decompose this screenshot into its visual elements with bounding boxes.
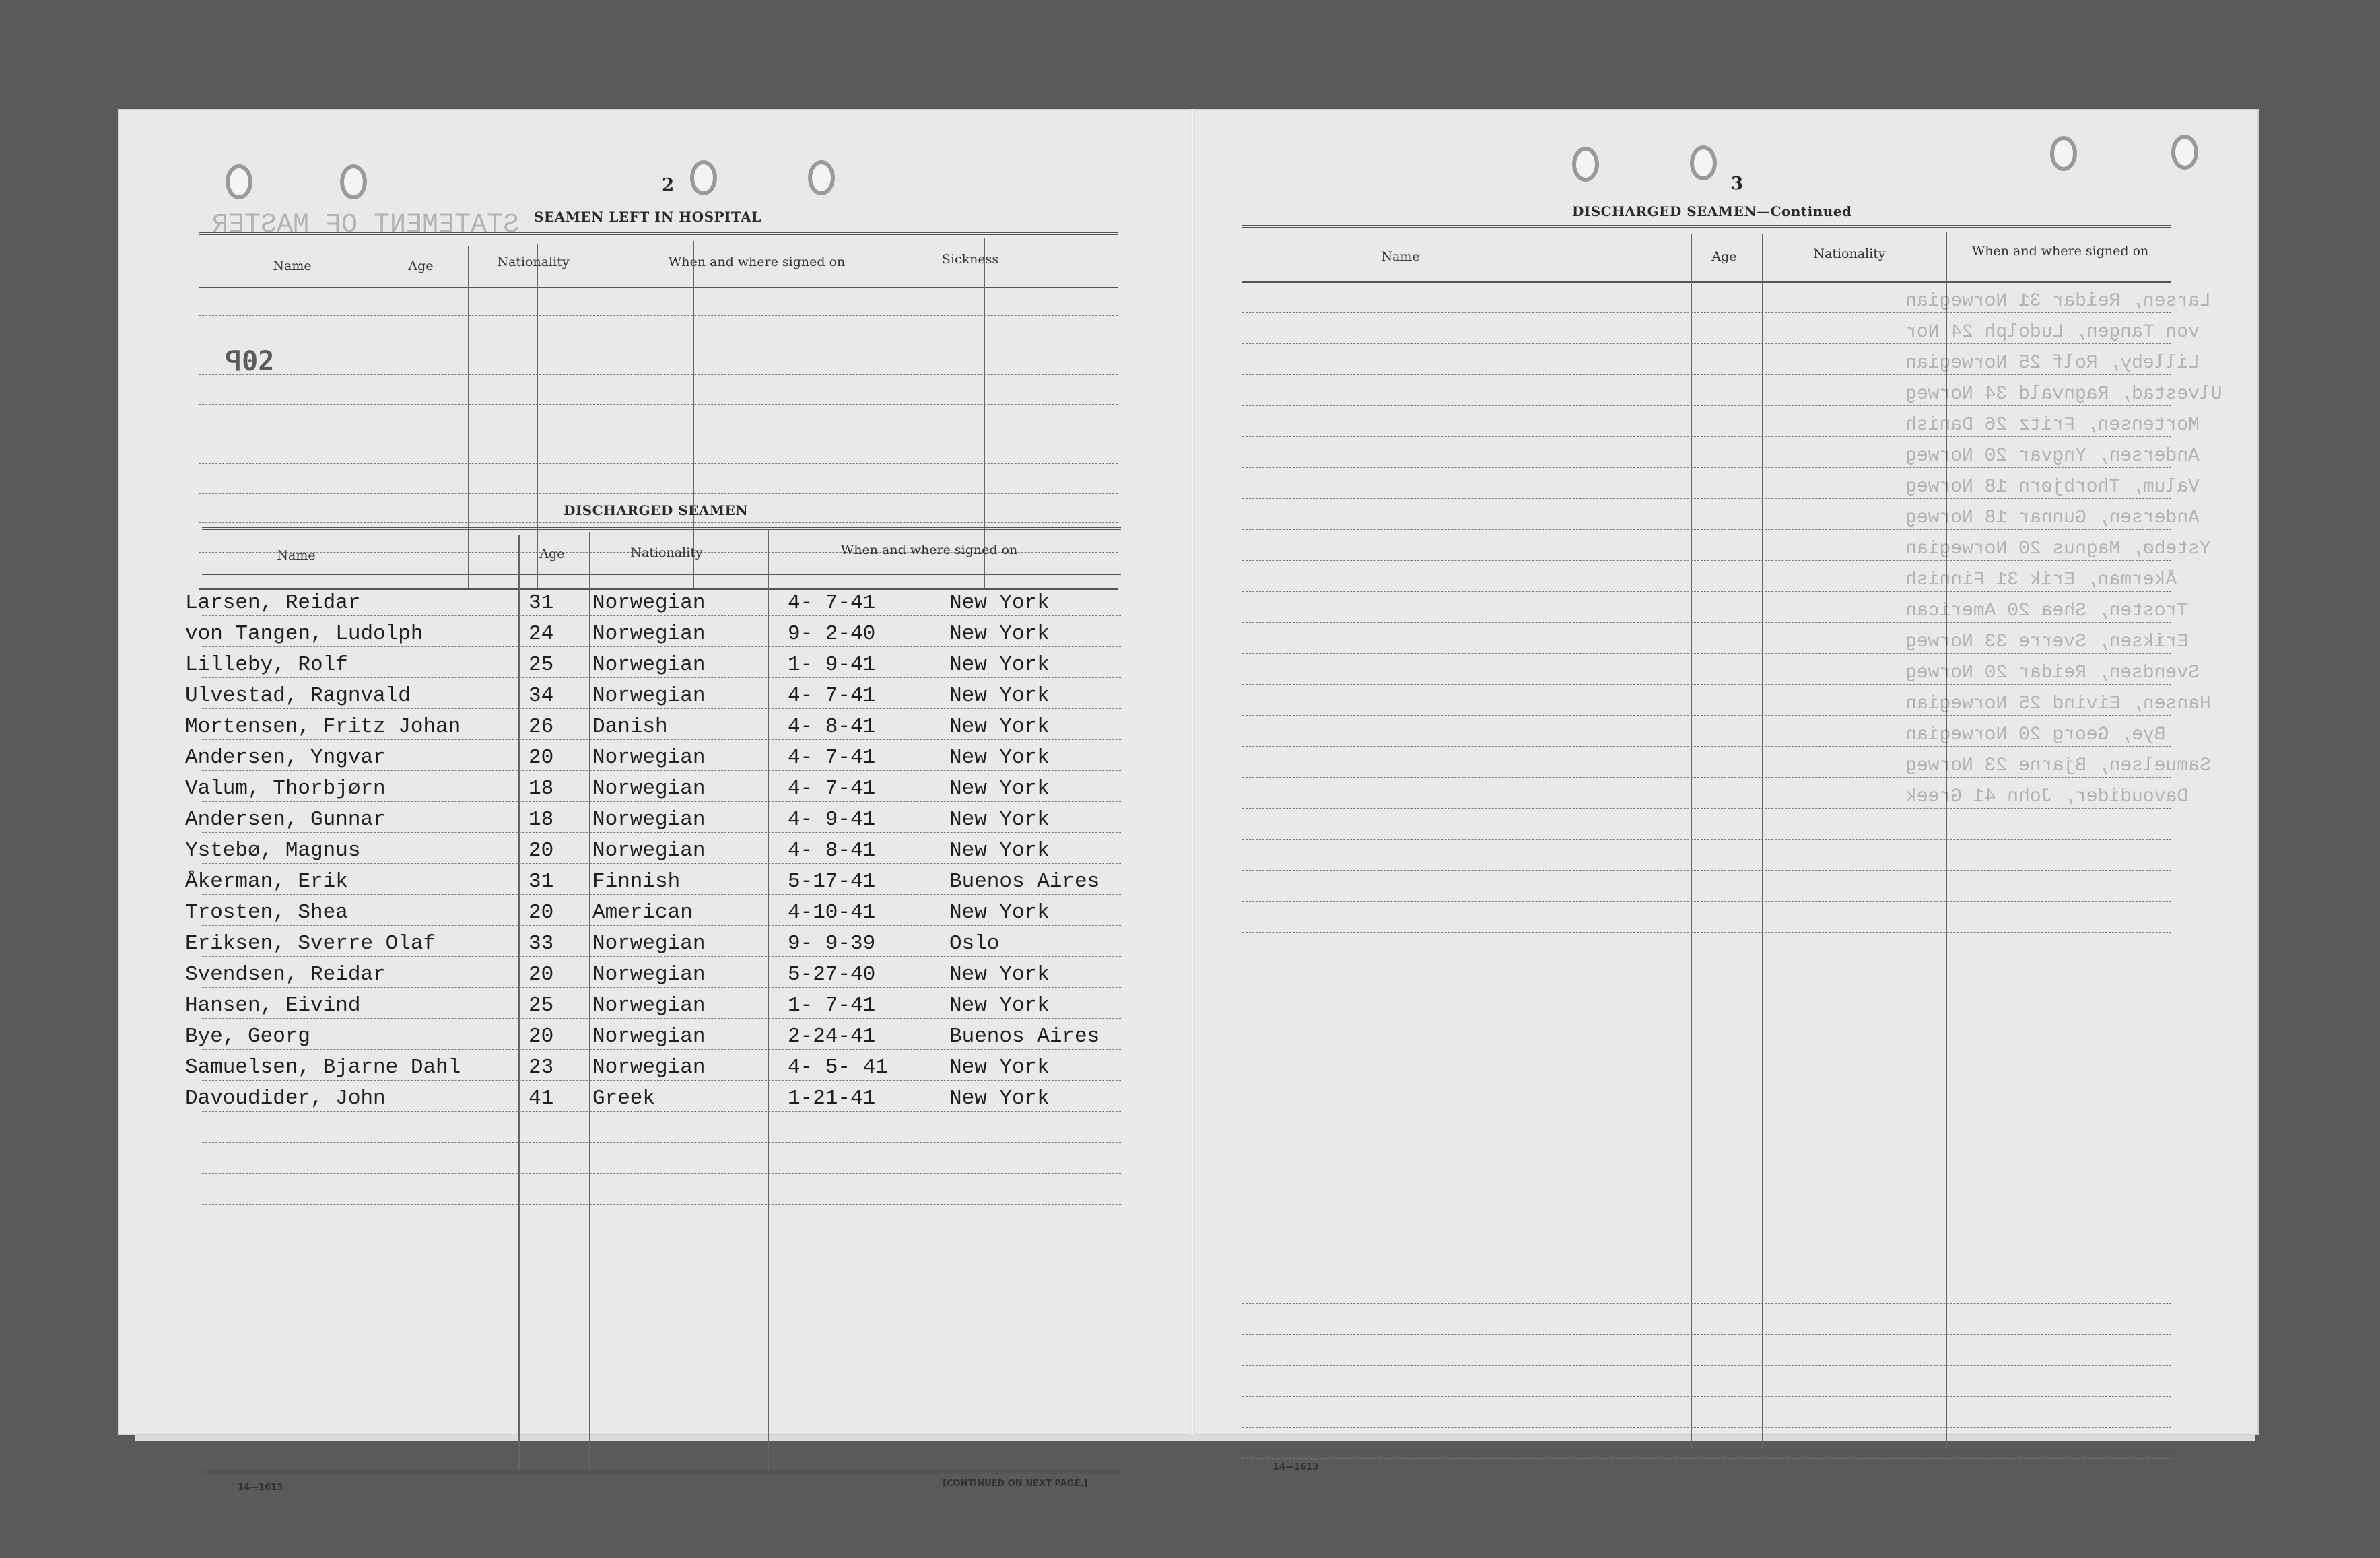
seaman-nationality: Norwegian (592, 653, 706, 677)
signed-on-place: New York (949, 777, 1050, 801)
column-divider (1762, 234, 1763, 1453)
col-header-nationality: Nationality (630, 545, 703, 560)
seaman-age: 18 (529, 777, 554, 801)
signed-on-place: New York (949, 963, 1050, 986)
seaman-nationality: Danish (592, 715, 668, 739)
seaman-age: 20 (529, 1025, 554, 1048)
seaman-nationality: Norwegian (592, 777, 706, 801)
seaman-name: Valum, Thorbjørn (185, 777, 386, 801)
row-line (202, 894, 1121, 895)
seaman-age: 25 (529, 653, 554, 677)
row-line (202, 739, 1121, 740)
signed-on-place: Buenos Aires (949, 1025, 1100, 1048)
seaman-nationality: Norwegian (592, 839, 706, 862)
seaman-name: Samuelsen, Bjarne Dahl (185, 1056, 461, 1079)
row-line (1242, 777, 2171, 778)
col-header-age: Age (1711, 249, 1737, 264)
signed-on-date: 4-10-41 (788, 901, 876, 924)
table-bottom-rule (199, 588, 1118, 590)
signed-on-place: New York (949, 591, 1050, 615)
signed-on-place: Oslo (949, 932, 1000, 955)
seaman-nationality: Norwegian (592, 684, 706, 708)
column-divider (768, 529, 769, 1470)
col-header-signed-on: When and where signed on (1971, 244, 2149, 259)
row-line (1242, 529, 2171, 530)
seaman-nationality: Norwegian (592, 963, 706, 986)
row-line (1242, 374, 2171, 375)
row-line (1242, 1365, 2171, 1366)
signed-on-place: New York (949, 1056, 1050, 1079)
bleed-through-text: Valum, Thorbjørn 18 Norweg (1905, 477, 2200, 498)
seaman-age: 23 (529, 1056, 554, 1079)
signed-on-date: 4- 7-41 (788, 777, 876, 801)
column-divider (468, 246, 469, 588)
row-line (1242, 591, 2171, 592)
bleed-through-text: Larsen, Reidar 31 Norwegian (1905, 291, 2211, 312)
seaman-age: 31 (529, 870, 554, 893)
seaman-name: Andersen, Gunnar (185, 808, 386, 832)
col-header-signed-on: When and where signed on (840, 543, 1018, 557)
signed-on-date: 4- 7-41 (788, 746, 876, 770)
seaman-age: 31 (529, 591, 554, 615)
bleed-through-text: von Tangen, Ludolph 24 Nor (1905, 322, 2200, 343)
bleed-through-text: Samuelsen, Bjarne 23 Norweg (1905, 755, 2211, 776)
table-bottom-rule (202, 1470, 1121, 1474)
row-line (202, 863, 1121, 864)
seaman-age: 24 (529, 622, 554, 646)
signed-on-date: 4- 7-41 (788, 591, 876, 615)
bleed-through-text: Mortensen, Fritz 26 Danish (1905, 415, 2200, 436)
seaman-name: Åkerman, Erik (185, 870, 348, 893)
seaman-nationality: Greek (592, 1087, 656, 1110)
signed-on-date: 5-17-41 (788, 870, 876, 893)
row-line (202, 956, 1121, 957)
seaman-age: 26 (529, 715, 554, 739)
row-line (202, 1173, 1121, 1174)
signed-on-place: New York (949, 994, 1050, 1017)
title-main: DISCHARGED SEAMEN (1572, 203, 1757, 219)
signed-on-date: 1- 9-41 (788, 653, 876, 677)
seaman-name: Ystebø, Magnus (185, 839, 361, 862)
row-line (202, 925, 1121, 926)
row-line (199, 404, 1118, 405)
row-line (1242, 932, 2171, 933)
signed-on-date: 4- 9-41 (788, 808, 876, 832)
ink-stamp: ꟼ02 (226, 346, 275, 377)
col-header-name: Name (1381, 249, 1420, 264)
row-line (202, 1204, 1121, 1205)
signed-on-date: 1- 7-41 (788, 994, 876, 1017)
signed-on-place: New York (949, 622, 1050, 646)
seaman-name: Larsen, Reidar (185, 591, 361, 615)
discharged-continued-title (1572, 203, 1852, 219)
signed-on-place: New York (949, 684, 1050, 708)
row-line (202, 708, 1121, 709)
row-line (202, 987, 1121, 988)
column-divider (1691, 234, 1692, 1453)
hospital-section-title: SEAMEN LEFT IN HOSPITAL (534, 209, 761, 225)
punch-hole (226, 164, 252, 199)
seaman-name: Eriksen, Sverre Olaf (185, 932, 436, 955)
row-line (202, 1142, 1121, 1143)
signed-on-place: New York (949, 653, 1050, 677)
bleed-through-text: Hansen, Eivind 25 Norwegian (1905, 693, 2211, 714)
signed-on-date: 4- 5- 41 (788, 1056, 888, 1079)
bleed-through-text: Bye, Georg 20 Norwegian (1905, 724, 2166, 745)
signed-on-place: New York (949, 1087, 1050, 1110)
col-header-age: Age (539, 547, 565, 562)
seaman-nationality: Norwegian (592, 994, 706, 1017)
col-header-sickness: Sickness (941, 252, 999, 267)
row-line (202, 1111, 1121, 1112)
continued-note: [CONTINUED ON NEXT PAGE.] (943, 1479, 1088, 1489)
row-line (1242, 870, 2171, 871)
seaman-name: Mortensen, Fritz Johan (185, 715, 461, 739)
signed-on-date: 9- 9-39 (788, 932, 876, 955)
table-top-rule (202, 527, 1121, 530)
row-line (1242, 715, 2171, 716)
bleed-through-text: Svendsen, Reidar 20 Norweg (1905, 663, 2200, 683)
row-line (1242, 1396, 2171, 1397)
row-line (1242, 467, 2171, 468)
row-line (199, 315, 1118, 316)
seaman-name: Hansen, Eivind (185, 994, 361, 1017)
seaman-age: 33 (529, 932, 554, 955)
page-number: 2 (662, 175, 675, 195)
row-line (1242, 746, 2171, 747)
signed-on-date: 5-27-40 (788, 963, 876, 986)
seaman-age: 18 (529, 808, 554, 832)
page-number: 3 (1731, 174, 1744, 194)
row-line (199, 374, 1118, 375)
column-divider (984, 238, 985, 588)
row-line (202, 646, 1121, 647)
seaman-nationality: Norwegian (592, 746, 706, 770)
seaman-nationality: Norwegian (592, 808, 706, 832)
signed-on-place: New York (949, 808, 1050, 832)
header-bottom-rule (1242, 281, 2171, 283)
row-line (1242, 808, 2171, 809)
signed-on-date: 4- 8-41 (788, 839, 876, 862)
bleed-through-text: Andersen, Gunnar 18 Norweg (1905, 508, 2200, 529)
header-bottom-rule (202, 574, 1121, 575)
bleed-through-text: Davoudider, John 41 Greek (1905, 786, 2189, 807)
col-header-age: Age (408, 259, 434, 273)
right-page (1195, 109, 2259, 1472)
row-line (1242, 1458, 2171, 1459)
seaman-name: Bye, Georg (185, 1025, 311, 1048)
signed-on-place: New York (949, 715, 1050, 739)
seaman-name: Ulvestad, Ragnvald (185, 684, 411, 708)
row-line (1242, 901, 2171, 902)
bleed-through-text: Ulvestad, Ragnvald 34 Norweg (1905, 384, 2222, 405)
seaman-nationality: American (592, 901, 693, 924)
seaman-nationality: Norwegian (592, 591, 706, 615)
row-line (1242, 653, 2171, 654)
column-divider (693, 241, 694, 588)
punch-hole (340, 164, 367, 199)
punch-hole (808, 160, 835, 195)
signed-on-date: 1-21-41 (788, 1087, 876, 1110)
table-top-rule (1242, 225, 2171, 228)
punch-hole (1572, 147, 1599, 182)
row-line (202, 677, 1121, 678)
col-header-signed-on: When and where signed on (668, 255, 846, 269)
header-bottom-rule (199, 287, 1118, 288)
row-line (199, 522, 1118, 523)
row-line (1242, 498, 2171, 499)
seaman-name: Svendsen, Reidar (185, 963, 386, 986)
seaman-age: 20 (529, 963, 554, 986)
seaman-nationality: Finnish (592, 870, 681, 893)
seaman-name: Andersen, Yngvar (185, 746, 386, 770)
seaman-nationality: Norwegian (592, 1056, 706, 1079)
signed-on-place: New York (949, 746, 1050, 770)
seaman-age: 20 (529, 746, 554, 770)
row-line (1242, 684, 2171, 685)
signed-on-date: 4- 8-41 (788, 715, 876, 739)
document-spread (118, 109, 2259, 1493)
seaman-age: 20 (529, 901, 554, 924)
bleed-through-text: Eriksen, Sverre 33 Norweg (1905, 632, 2189, 652)
column-divider (537, 244, 538, 588)
bleed-through-text: Andersen, Yngvar 20 Norweg (1905, 446, 2200, 467)
row-line (1242, 560, 2171, 561)
row-line (202, 1080, 1121, 1081)
row-line (202, 832, 1121, 833)
seaman-name: von Tangen, Ludolph (185, 622, 423, 646)
seaman-name: Lilleby, Rolf (185, 653, 348, 677)
seaman-age: 20 (529, 839, 554, 862)
row-line (202, 770, 1121, 771)
row-line (202, 1049, 1121, 1050)
seaman-age: 41 (529, 1087, 554, 1110)
col-header-nationality: Nationality (497, 255, 570, 269)
bleed-through-text: STATEMENT OF MASTER (212, 210, 520, 240)
bleed-through-text: Ystebø, Magnus 20 Norwegian (1905, 539, 2211, 560)
seaman-nationality: Norwegian (592, 622, 706, 646)
signed-on-place: New York (949, 901, 1050, 924)
row-line (199, 493, 1118, 494)
row-line (1242, 312, 2171, 313)
signed-on-date: 9- 2-40 (788, 622, 876, 646)
row-line (1242, 622, 2171, 623)
seaman-name: Trosten, Shea (185, 901, 348, 924)
column-divider (518, 535, 520, 1470)
punch-hole (2171, 135, 2198, 170)
row-line (1242, 343, 2171, 344)
row-line (1242, 1334, 2171, 1335)
bleed-through-text: Lilleby, Rolf 25 Norwegian (1905, 353, 2200, 374)
table-bottom-rule (1242, 1450, 2175, 1454)
punch-hole (690, 160, 717, 195)
signed-on-date: 4- 7-41 (788, 684, 876, 708)
col-header-name: Name (273, 259, 312, 273)
column-divider (589, 532, 590, 1470)
page-fold (1190, 109, 1195, 1435)
form-number: 14—1613 (238, 1483, 283, 1493)
row-line (1242, 1303, 2171, 1304)
signed-on-place: Buenos Aires (949, 870, 1100, 893)
row-line (1242, 839, 2171, 840)
row-line (202, 1018, 1121, 1019)
row-line (202, 615, 1121, 616)
punch-hole (2050, 136, 2077, 171)
seaman-name: Davoudider, John (185, 1087, 386, 1110)
discharged-section-title: DISCHARGED SEAMEN (564, 502, 749, 518)
row-line (202, 801, 1121, 802)
col-header-nationality: Nationality (1813, 246, 1886, 261)
bleed-through-text: Trosten, Shea 20 American (1905, 601, 2189, 621)
col-header-name: Name (277, 548, 316, 563)
left-page (118, 109, 1188, 1493)
seaman-age: 25 (529, 994, 554, 1017)
signed-on-place: New York (949, 839, 1050, 862)
seaman-nationality: Norwegian (592, 932, 706, 955)
bleed-through-text: Åkerman, Erik 31 Finnish (1905, 570, 2177, 590)
title-suffix: —Continued (1757, 203, 1852, 219)
row-line (199, 463, 1118, 464)
seaman-age: 34 (529, 684, 554, 708)
row-line (1242, 405, 2171, 406)
signed-on-date: 2-24-41 (788, 1025, 876, 1048)
punch-hole (1690, 145, 1717, 180)
seaman-nationality: Norwegian (592, 1025, 706, 1048)
form-number: 14—1613 (1273, 1462, 1319, 1472)
row-line (1242, 1427, 2171, 1428)
row-line (1242, 436, 2171, 437)
